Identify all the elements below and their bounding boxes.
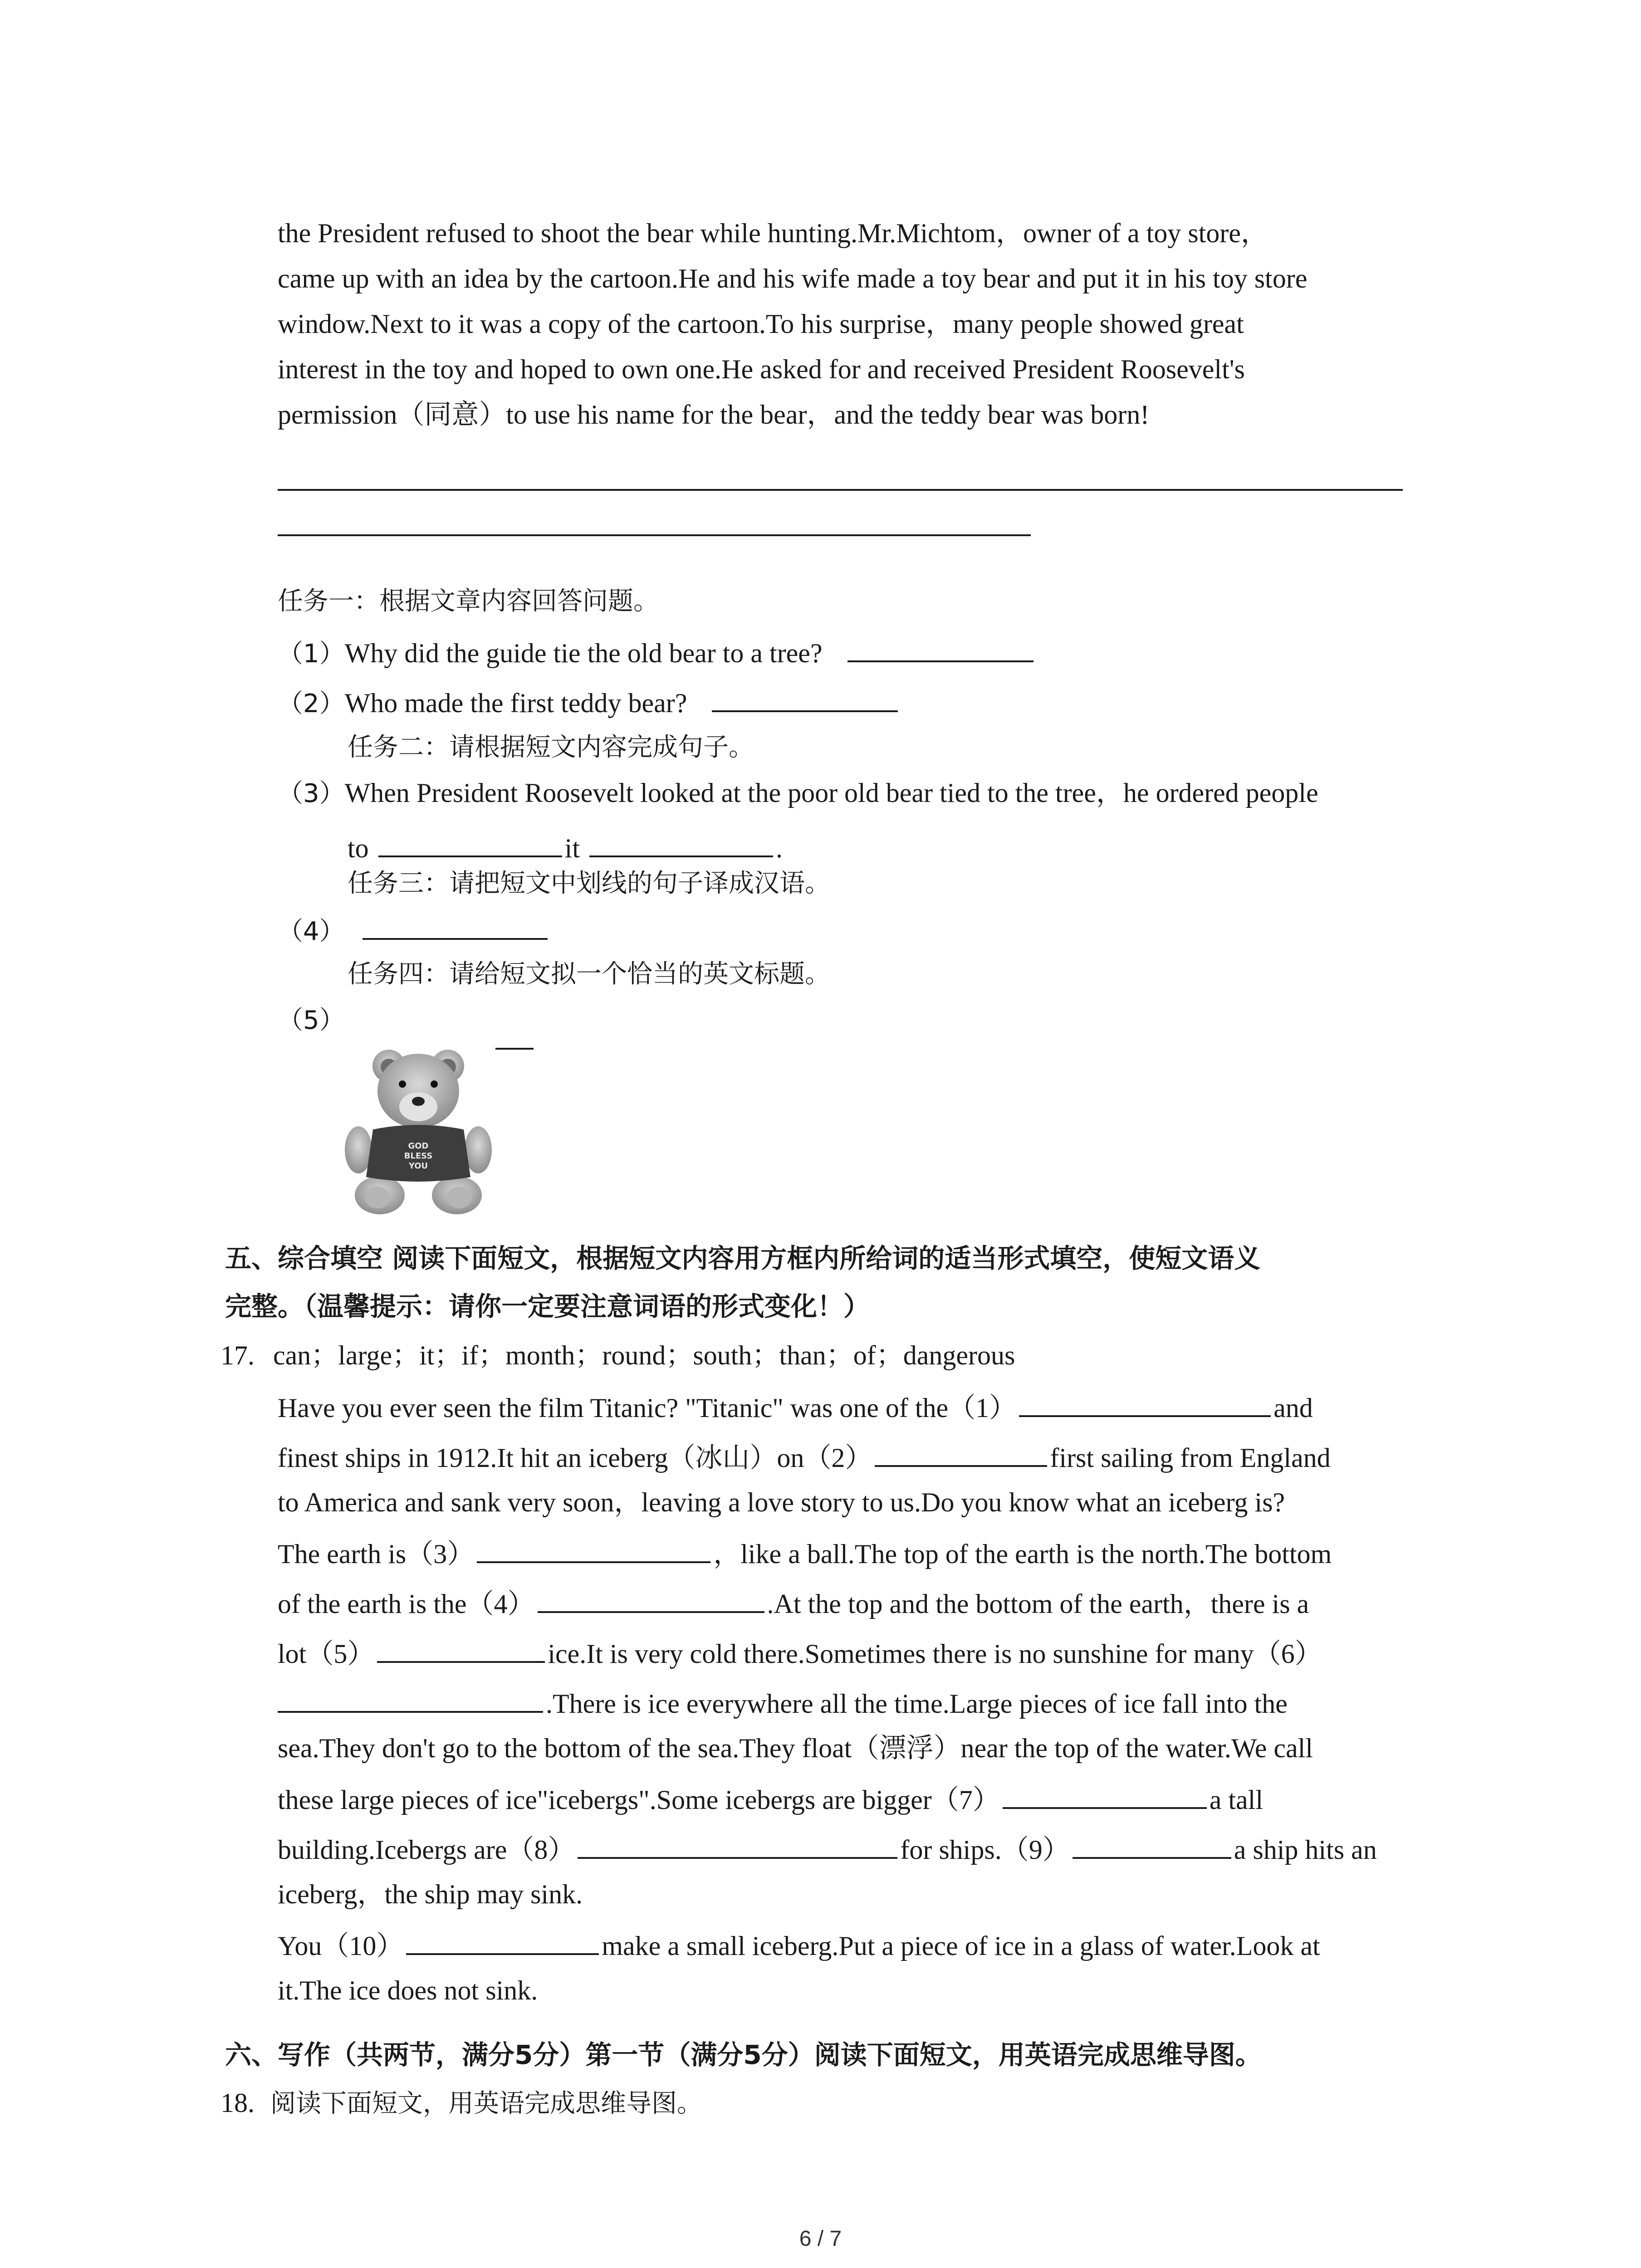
cloze-text: for ships.（9） xyxy=(900,1835,1070,1865)
passage-line: interest in the toy and hoped to own one.He asked for and received President Roosevelt's xyxy=(278,354,1245,384)
cloze-line xyxy=(278,1832,1377,1866)
cloze-line xyxy=(278,1536,1332,1570)
q3-period: . xyxy=(776,833,783,863)
question-2 xyxy=(278,685,901,720)
cloze-line xyxy=(278,1928,1320,1962)
q5-answer-blank[interactable] xyxy=(495,1048,534,1050)
q5-number: （5） xyxy=(278,1006,345,1035)
q18-text: 阅读下面短文，用英语完成思维导图。 xyxy=(270,2089,702,2118)
q3-to: to xyxy=(348,833,369,863)
cloze-line xyxy=(278,1686,1288,1720)
svg-text:BLESS: BLESS xyxy=(404,1151,433,1161)
passage-line: permission（同意）to use his name for the bear，and the teddy bear was born! xyxy=(278,400,1150,430)
cloze-text: lot（5） xyxy=(278,1639,375,1669)
q3-blank-2[interactable] xyxy=(589,830,773,857)
section6-heading: 六、写作（共两节，满分5分）第一节（满分5分）阅读下面短文，用英语完成思维导图。 xyxy=(225,2039,1262,2070)
teddy-bear-image xyxy=(341,1039,495,1220)
question-3 xyxy=(278,777,1318,810)
task4-title: 任务四：请给短文拟一个恰当的英文标题。 xyxy=(348,959,830,989)
q1-text: Why did the guide tie the old bear to a tree? xyxy=(344,638,823,668)
cloze-text: these large pieces of ice"icebergs".Some icebergs are bigger（7） xyxy=(278,1785,1000,1815)
q2-number: （2） xyxy=(278,689,345,719)
question-4 xyxy=(278,913,550,948)
q18-number: 18. xyxy=(220,2088,255,2118)
cloze-text: a ship hits an xyxy=(1234,1835,1377,1865)
blank-3[interactable] xyxy=(477,1536,710,1563)
cloze-text: Have you ever seen the film Titanic? "Titanic" was one of the（1） xyxy=(278,1393,1017,1423)
cloze-line: iceberg，the ship may sink. xyxy=(278,1879,583,1909)
blank-8[interactable] xyxy=(578,1832,897,1859)
section5-heading: 五、综合填空 阅读下面短文，根据短文内容用方框内所给词的适当形式填空，使短文语义 xyxy=(225,1243,1261,1274)
cloze-text: make a small iceberg.Put a piece of ice in a glass of water.Look at xyxy=(602,1931,1320,1961)
cloze-text: a tall xyxy=(1209,1785,1264,1815)
q17-number: 17. xyxy=(220,1340,255,1370)
cloze-line xyxy=(278,1440,1331,1474)
cloze-text: You（10） xyxy=(278,1931,404,1961)
cloze-text: of the earth is the（4） xyxy=(278,1589,535,1619)
answer-line[interactable] xyxy=(278,534,1031,536)
blank-2[interactable] xyxy=(875,1440,1047,1467)
q3-it: it xyxy=(564,833,580,863)
passage-line: the President refused to shoot the bear while hunting.Mr.Michtom，owner of a toy store， xyxy=(278,218,1268,248)
answer-line[interactable] xyxy=(278,489,1403,491)
q4-answer-blank[interactable] xyxy=(362,913,548,940)
q17-word-box xyxy=(220,1339,1015,1372)
cloze-line: to America and sank very soon，leaving a love story to us.Do you know what an iceberg is? xyxy=(278,1487,1285,1517)
q1-answer-blank[interactable] xyxy=(847,635,1034,662)
blank-6[interactable] xyxy=(278,1686,543,1713)
blank-7[interactable] xyxy=(1003,1782,1207,1809)
cloze-text: ，like a ball.The top of the earth is the north.The bottom xyxy=(713,1539,1332,1569)
cloze-line: sea.They don't go to the bottom of the sea.They float（漂浮）near the top of the water.We call xyxy=(278,1733,1313,1763)
svg-text:GOD: GOD xyxy=(408,1141,429,1151)
q3-blank-1[interactable] xyxy=(378,830,562,857)
passage-line: window.Next to it was a copy of the cartoon.To his surprise，many people showed great xyxy=(278,309,1244,339)
task2-title: 任务二：请根据短文内容完成句子。 xyxy=(348,733,754,762)
cloze-text: first sailing from England xyxy=(1050,1443,1331,1473)
cloze-line: it.The ice does not sink. xyxy=(278,1975,538,2005)
q3-number: （3） xyxy=(278,779,345,808)
question-1 xyxy=(278,635,1036,670)
cloze-text: The earth is（3） xyxy=(278,1539,475,1569)
blank-4[interactable] xyxy=(538,1586,764,1613)
word-list: can；large；it；if；month；round；south；than；of；dangerous xyxy=(273,1340,1015,1370)
cloze-line xyxy=(278,1782,1263,1816)
cloze-line xyxy=(278,1636,1322,1670)
q2-text: Who made the first teddy bear? xyxy=(344,688,687,718)
blank-1[interactable] xyxy=(1019,1390,1271,1417)
passage-line: came up with an idea by the cartoon.He and his wife made a toy bear and put it in his toy store xyxy=(278,264,1308,293)
q3-text: When President Roosevelt looked at the poor old bear tied to the tree，he ordered people xyxy=(344,778,1318,808)
cloze-text: .At the top and the bottom of the earth，there is a xyxy=(767,1589,1309,1619)
page-number: 6 / 7 xyxy=(799,2227,842,2251)
blank-5[interactable] xyxy=(377,1636,545,1663)
task3-title: 任务三：请把短文中划线的句子译成汉语。 xyxy=(348,869,830,898)
task1-title: 任务一：根据文章内容回答问题。 xyxy=(278,587,659,616)
blank-10[interactable] xyxy=(406,1928,599,1955)
section5-heading-cont: 完整。（温馨提示：请你一定要注意词语的形式变化！） xyxy=(225,1291,870,1322)
question-18 xyxy=(220,2087,702,2120)
question-3-continued xyxy=(348,830,783,865)
q1-number: （1） xyxy=(278,639,345,669)
blank-9[interactable] xyxy=(1073,1832,1231,1859)
svg-text:YOU: YOU xyxy=(408,1161,428,1171)
cloze-text: finest ships in 1912.It hit an iceberg（冰山）on（2） xyxy=(278,1443,872,1473)
cloze-line xyxy=(278,1390,1313,1424)
cloze-text: and xyxy=(1274,1393,1313,1423)
q4-number: （4） xyxy=(278,917,345,946)
question-5 xyxy=(278,1003,345,1037)
cloze-line xyxy=(278,1586,1309,1620)
q2-answer-blank[interactable] xyxy=(712,685,898,712)
cloze-text: building.Icebergs are（8） xyxy=(278,1835,575,1865)
cloze-text: .There is ice everywhere all the time.Large pieces of ice fall into the xyxy=(546,1689,1288,1719)
cloze-text: ice.It is very cold there.Sometimes there is no sunshine for many（6） xyxy=(548,1639,1322,1669)
